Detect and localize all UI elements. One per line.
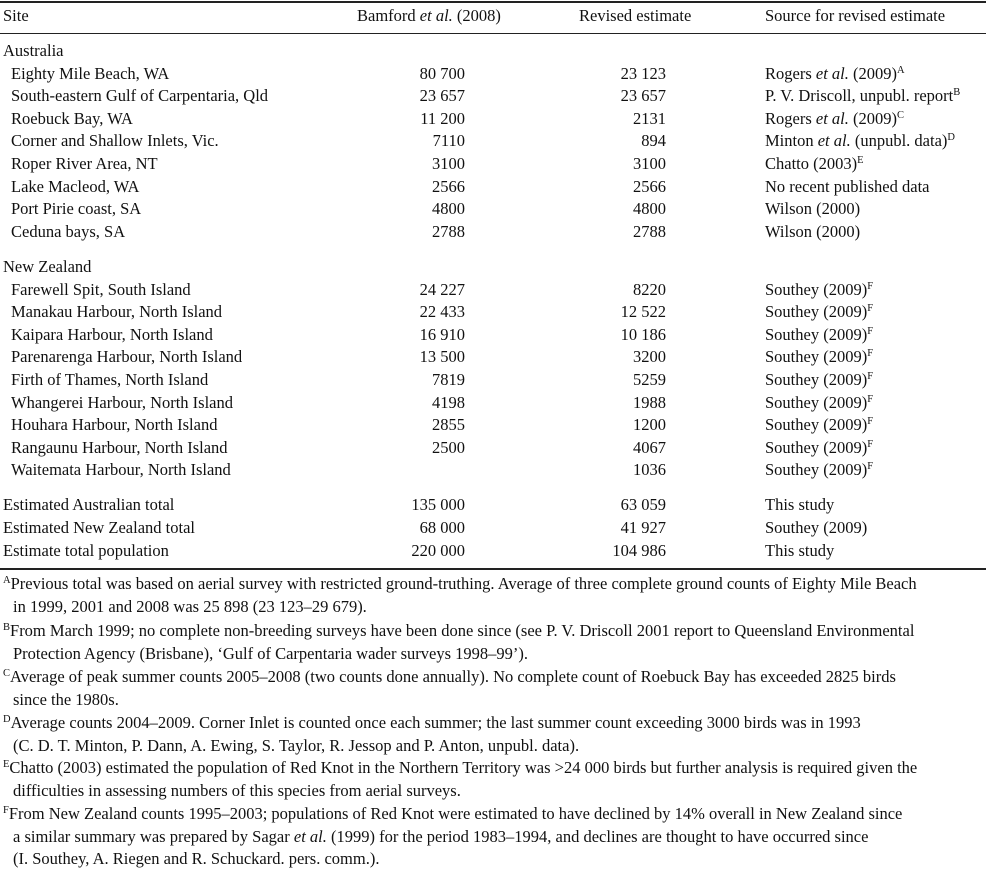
footnote-line: [3, 712, 987, 735]
footnote-text: difficulties in assessing numbers of this species from aerial surveys.: [13, 780, 461, 800]
site-name: Rangaunu Harbour, North Island: [11, 437, 228, 457]
source-cell: [765, 370, 873, 390]
revised-value: 10 186: [620, 324, 666, 344]
table-top-rule: [0, 1, 986, 3]
total-source: This study: [765, 495, 835, 514]
footnote-mark: F: [867, 393, 874, 405]
source-text: Southey (2009): [765, 392, 868, 412]
footnote-continuation: [3, 848, 987, 871]
footnote-text: (1999) for the period 1983–1994, and declines are thought to have occurred since: [326, 826, 869, 846]
footnote-text: From New Zealand counts 1995–2003; populations of Red Knot were estimated to have declined by 14% overall in New Zealand since: [8, 804, 903, 823]
site-name: Kaipara Harbour, North Island: [11, 324, 213, 344]
footnote-text: in 1999, 2001 and 2008 was 25 898 (23 123–29 679).: [13, 596, 367, 616]
footnote-continuation: [3, 689, 987, 712]
revised-value: 1200: [633, 415, 666, 435]
source-text: Wilson (2000): [765, 221, 861, 241]
bamford-value: 3100: [432, 154, 465, 173]
footnote-mark: E: [3, 759, 10, 770]
footnote: [3, 573, 987, 618]
revised-value: 1988: [633, 392, 666, 412]
source-text: Rogers: [765, 63, 816, 83]
footnote-text: From March 1999; no complete non-breeding surveys have been done since (see P. V. Driscoll 2001 report to Queensland Environmental: [10, 621, 915, 640]
source-cell: [765, 154, 864, 174]
source-cell: [765, 415, 873, 435]
footnote-mark: A: [897, 64, 905, 76]
source-text: Southey (2009): [765, 279, 868, 299]
table-bottom-rule: [0, 568, 986, 570]
revised-value: 4067: [633, 437, 666, 457]
source-cell: [765, 393, 873, 413]
revised-value: 3100: [633, 154, 666, 173]
bamford-value: 11 200: [420, 108, 465, 128]
site-name: South-eastern Gulf of Carpentaria, Qld: [11, 86, 269, 106]
source-cell: [765, 177, 929, 197]
footnote-mark: D: [3, 714, 11, 725]
source-text: Minton: [765, 131, 818, 151]
footnote: [3, 803, 987, 848]
bamford-value: 16 910: [419, 324, 465, 344]
footnote: [3, 712, 987, 757]
total-source: Southey (2009): [765, 518, 868, 537]
header-source: Source for revised estimate: [765, 6, 946, 25]
total-revised: 104 986: [612, 541, 666, 560]
source-text: Wilson (2000): [765, 199, 861, 219]
revised-value: 5259: [633, 370, 666, 389]
footnote-mark: F: [867, 348, 874, 360]
footnote-italic: et al.: [293, 826, 327, 846]
footnote-text: Chatto (2003) estimated the population of Red Knot in the Northern Territory was >24 000 birds but further analysis is required given the: [9, 758, 918, 777]
footnote-text: (C. D. T. Minton, P. Dann, A. Ewing, S. Taylor, R. Jessop and P. Anton, unpubl. data).: [13, 735, 580, 755]
footnote-mark: F: [867, 438, 874, 450]
source-cell: [765, 280, 873, 300]
footnote-continuation: [3, 826, 987, 849]
site-name: Manakau Harbour, North Island: [11, 302, 223, 322]
source-cell: [765, 325, 873, 345]
source-text: Southey (2009): [765, 302, 868, 322]
footnote-continuation: [3, 643, 987, 666]
footnote-mark: C: [3, 668, 11, 679]
source-italic: et al.: [815, 108, 849, 128]
revised-value: 23 123: [620, 63, 666, 83]
source-text-tail: (2009): [848, 108, 897, 128]
bamford-value: 7110: [432, 131, 465, 151]
source-cell: [765, 347, 873, 367]
site-name: Roebuck Bay, WA: [11, 108, 133, 128]
site-name: Whangerei Harbour, North Island: [11, 392, 234, 412]
footnote-text: Protection Agency (Brisbane), ‘Gulf of Carpentaria wader surveys 1998–99’).: [13, 643, 529, 663]
site-name: Parenarenga Harbour, North Island: [11, 347, 243, 367]
source-text: P. V. Driscoll, unpubl. report: [765, 86, 954, 106]
source-cell: [765, 460, 873, 480]
source-text: Chatto (2003): [765, 154, 858, 173]
total-bamford: 220 000: [411, 541, 465, 560]
source-italic: et al.: [815, 63, 849, 83]
footnote-text: Previous total was based on aerial survey with restricted ground-truthing. Average of three complete ground counts of Eighty Mile Beach: [10, 574, 917, 593]
source-text: Southey (2009): [765, 437, 868, 457]
site-name: Ceduna bays, SA: [11, 221, 126, 241]
total-revised: 41 927: [620, 518, 666, 537]
footnote-mark: F: [867, 416, 874, 428]
source-text: Southey (2009): [765, 324, 868, 344]
revised-value: 23 657: [620, 86, 666, 106]
revised-value: 8220: [633, 279, 666, 299]
footnote-mark: E: [857, 155, 864, 166]
site-name: Firth of Thames, North Island: [11, 370, 209, 389]
site-name: Farewell Spit, South Island: [11, 279, 191, 299]
footnote-mark: F: [867, 461, 874, 473]
footnote-line: [3, 620, 987, 643]
total-label: Estimated New Zealand total: [3, 518, 195, 537]
footnote-line: [3, 803, 987, 826]
source-cell: [765, 86, 960, 106]
source-cell: [765, 199, 860, 219]
bamford-value: 4198: [432, 392, 465, 412]
site-name: Waitemata Harbour, North Island: [11, 460, 231, 480]
group-heading: Australia: [3, 41, 64, 60]
total-source: This study: [765, 541, 835, 560]
footnote-mark: F: [867, 371, 874, 382]
footnote-continuation: [3, 596, 987, 619]
site-name: Eighty Mile Beach, WA: [11, 63, 170, 83]
header-revised: Revised estimate: [579, 6, 692, 25]
footnote: [3, 757, 987, 802]
bamford-value: 2500: [432, 437, 465, 457]
bamford-value: 23 657: [419, 86, 465, 106]
footnote-text: (I. Southey, A. Riegen and R. Schuckard. pers. comm.).: [13, 849, 380, 868]
bamford-value: 2855: [432, 415, 465, 435]
revised-value: 3200: [633, 347, 666, 367]
group-heading: New Zealand: [3, 257, 92, 276]
bamford-value: 2788: [432, 221, 465, 241]
footnote: [3, 666, 987, 711]
source-italic: et al.: [817, 131, 851, 151]
footnote-continuation: [3, 780, 987, 803]
source-text: No recent published data: [765, 176, 930, 196]
revised-value: 2788: [633, 221, 666, 241]
source-cell: [765, 64, 905, 84]
footnote-mark: F: [867, 325, 874, 337]
source-text-tail: (2009): [848, 63, 897, 83]
bamford-value: 22 433: [419, 302, 465, 322]
revised-value: 12 522: [620, 302, 666, 322]
revised-value: 4800: [633, 199, 666, 219]
revised-value: 2566: [633, 176, 666, 196]
source-text-tail: (unpubl. data): [850, 131, 948, 151]
bamford-value: 13 500: [419, 347, 465, 367]
footnote-line: [3, 573, 987, 596]
header-site: Site: [3, 6, 29, 25]
bamford-value: 2566: [432, 176, 465, 196]
footnote-mark: F: [867, 280, 874, 292]
footnote-mark: F: [867, 303, 874, 315]
revised-value: 2131: [633, 108, 666, 128]
source-cell: [765, 222, 860, 242]
bamford-value: 7819: [432, 370, 465, 389]
total-bamford: 68 000: [419, 518, 465, 537]
total-label: Estimated Australian total: [3, 495, 175, 514]
footnote: [3, 620, 987, 665]
footnote-mark: D: [947, 132, 955, 144]
footnote-mark: C: [897, 109, 905, 121]
footnote-mark: A: [3, 575, 11, 586]
source-cell: [765, 109, 904, 129]
header-bamford: Bamford et al. (2008): [357, 6, 501, 25]
total-revised: 63 059: [620, 495, 666, 514]
site-name: Houhara Harbour, North Island: [11, 415, 218, 435]
footnote-mark: F: [3, 805, 9, 816]
footnote-text: since the 1980s.: [13, 689, 119, 709]
site-name: Roper River Area, NT: [11, 154, 158, 173]
site-name: Corner and Shallow Inlets, Vic.: [11, 131, 219, 151]
total-label: Estimate total population: [3, 541, 169, 560]
revised-value: 894: [641, 131, 666, 151]
bamford-value: 24 227: [419, 279, 465, 299]
footnote: [3, 848, 987, 871]
site-name: Port Pirie coast, SA: [11, 199, 142, 219]
footnote-line: [3, 757, 987, 780]
source-text: Rogers: [765, 108, 816, 128]
source-cell: [765, 302, 873, 322]
bamford-value: 4800: [432, 199, 465, 219]
total-bamford: 135 000: [411, 495, 465, 514]
source-cell: [765, 438, 873, 458]
header-rule: [0, 33, 986, 34]
footnote-line: [3, 666, 987, 689]
footnote-mark: B: [3, 622, 11, 633]
site-name: Lake Macleod, WA: [11, 176, 140, 196]
revised-value: 1036: [633, 460, 666, 480]
source-text: Southey (2009): [765, 370, 868, 389]
source-text: Southey (2009): [765, 460, 868, 480]
footnote-continuation: [3, 735, 987, 758]
source-text: Southey (2009): [765, 347, 868, 367]
source-cell: [765, 131, 955, 151]
bamford-value: 80 700: [419, 63, 465, 83]
footnote-text: Average counts 2004–2009. Corner Inlet is counted once each summer; the last summer count exceeding 3000 birds was in 1993: [10, 713, 861, 732]
footnote-text: a similar summary was prepared by Sagar: [13, 826, 294, 846]
footnote-text: Average of peak summer counts 2005–2008 (two counts done annually). No complete count of Roebuck Bay has exceeded 2825 birds: [10, 667, 896, 686]
footnote-mark: B: [953, 87, 961, 99]
source-text: Southey (2009): [765, 415, 868, 435]
